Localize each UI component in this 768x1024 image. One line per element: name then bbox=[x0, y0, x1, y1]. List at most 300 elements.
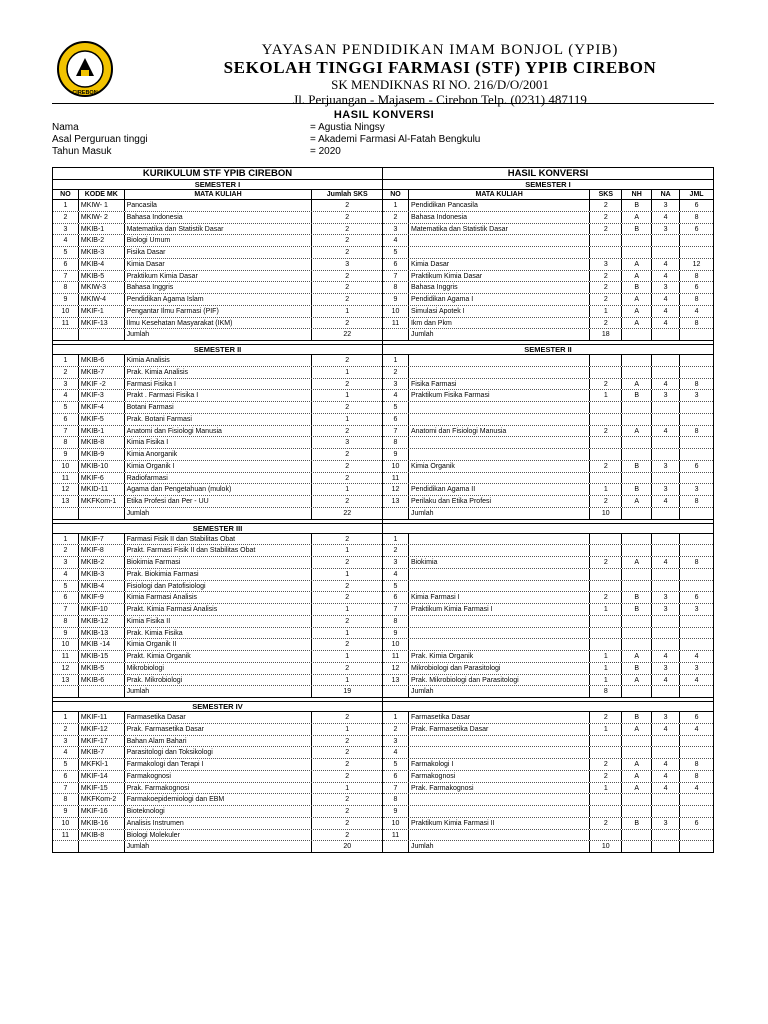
cell-credits: 1 bbox=[345, 486, 350, 494]
total-label: Jumlah bbox=[409, 508, 590, 519]
cell-credits: 3 bbox=[590, 259, 622, 270]
cell-no: 6 bbox=[383, 592, 409, 603]
total-label: Jumlah bbox=[409, 329, 590, 340]
cell-credits: 1 bbox=[590, 306, 622, 317]
cell-grade-letter: B bbox=[622, 200, 652, 211]
total-label: Jumlah bbox=[125, 508, 313, 519]
cell-course: Biokimia bbox=[409, 557, 590, 568]
cell-course: Prakt. Farmasi Fisik II dan Stabilitas Obat bbox=[125, 545, 313, 556]
cell-code: MKIF-7 bbox=[79, 534, 125, 545]
cell-grade-letter: A bbox=[622, 651, 652, 662]
cell-grade-point: 4 bbox=[652, 496, 680, 507]
cell-total: 6 bbox=[694, 202, 699, 209]
table-row bbox=[53, 390, 382, 402]
cell-grade-point bbox=[652, 736, 680, 747]
cell-course bbox=[409, 473, 590, 484]
cell-credits: 2 bbox=[590, 426, 622, 437]
cell-credits: 2 bbox=[345, 737, 350, 745]
cell-total bbox=[680, 508, 713, 519]
cell-grade-point: 4 bbox=[652, 759, 680, 770]
cell-grade-point: 4 bbox=[652, 259, 680, 270]
cell-credits: 2 bbox=[345, 498, 350, 505]
cell-credits bbox=[590, 247, 622, 258]
cell-no: 13 bbox=[53, 496, 79, 507]
table-row bbox=[383, 581, 713, 593]
cell-credits bbox=[590, 545, 622, 556]
cell-no: 5 bbox=[383, 402, 409, 413]
cell-grade-point bbox=[652, 367, 680, 378]
logo-text: CIREBON bbox=[72, 90, 98, 96]
cell-credits bbox=[590, 355, 622, 366]
cell-total: 8 bbox=[694, 380, 699, 388]
cell-credits: 2 bbox=[345, 641, 350, 649]
cell-course: Farmasi Fisik II dan Stabilitas Obat bbox=[125, 534, 313, 545]
table-row bbox=[53, 616, 382, 628]
cell-grade-point bbox=[652, 247, 680, 258]
cell-course: Matematika dan Statistik Dasar bbox=[125, 224, 313, 235]
cell-grade-letter: B bbox=[622, 224, 652, 235]
cell-code: MKIB-6 bbox=[79, 675, 125, 686]
cell-no: 5 bbox=[53, 581, 79, 592]
total-row bbox=[53, 841, 382, 853]
cell-no: 2 bbox=[383, 212, 409, 223]
cell-credits: 3 bbox=[345, 439, 350, 447]
cell-no: 5 bbox=[383, 759, 409, 770]
cell-code: MKIB-12 bbox=[79, 616, 125, 627]
cell-no: 3 bbox=[53, 379, 79, 390]
cell-total: 8 bbox=[694, 427, 699, 435]
cell-credits: 2 bbox=[345, 594, 350, 602]
cell-grade-point bbox=[652, 830, 680, 841]
cell-grade-point: 4 bbox=[652, 318, 680, 329]
cell-course bbox=[409, 616, 590, 627]
cell-no: 9 bbox=[383, 294, 409, 305]
cell-grade-point: 3 bbox=[652, 484, 680, 495]
cell-total: 6 bbox=[694, 225, 699, 233]
cell-no: 12 bbox=[53, 484, 79, 495]
cell-credits bbox=[590, 534, 622, 545]
cell-course: Prak. Mikrobiologi dan Parasitologi bbox=[409, 675, 590, 686]
cell-course bbox=[409, 639, 590, 650]
cell-credits bbox=[590, 414, 622, 425]
cell-grade-letter bbox=[622, 794, 652, 805]
cell-no: 6 bbox=[53, 592, 79, 603]
total-credits: 22 bbox=[343, 509, 352, 517]
cell-credits: 2 bbox=[590, 282, 622, 293]
cell-credits: 2 bbox=[345, 202, 350, 209]
table-row bbox=[383, 592, 713, 604]
cell-grade-letter: A bbox=[622, 259, 652, 270]
cell-credits: 2 bbox=[590, 318, 622, 329]
cell-code: MKIW- 2 bbox=[79, 212, 125, 223]
cell-code: MKIF-5 bbox=[79, 414, 125, 425]
total-credits: 8 bbox=[590, 686, 622, 697]
cell-grade-point: 4 bbox=[652, 294, 680, 305]
cell-no: 1 bbox=[383, 712, 409, 723]
cell-course: Kimia Analisis bbox=[125, 355, 313, 366]
cell-grade-letter bbox=[622, 736, 652, 747]
cell-total bbox=[680, 581, 713, 592]
cell-credits: 2 bbox=[345, 237, 350, 245]
cell-credits: 1 bbox=[345, 307, 350, 315]
cell-grade-point bbox=[652, 449, 680, 460]
cell-code: MKIB-5 bbox=[79, 663, 125, 674]
cell-grade-letter: B bbox=[622, 818, 652, 829]
cell-grade-letter: A bbox=[622, 675, 652, 686]
cell-credits bbox=[590, 736, 622, 747]
info-value: = Agustia Ningsy bbox=[310, 122, 385, 133]
cell-grade-point: 3 bbox=[652, 818, 680, 829]
cell-code: MKIF-15 bbox=[79, 783, 125, 794]
cell-no: 10 bbox=[383, 461, 409, 472]
cell-grade-letter bbox=[622, 841, 652, 852]
cell-grade-letter: A bbox=[622, 724, 652, 735]
cell-grade-letter: B bbox=[622, 484, 652, 495]
cell-grade-letter bbox=[622, 534, 652, 545]
cell-total: 8 bbox=[694, 272, 699, 280]
cell-no: 9 bbox=[53, 294, 79, 305]
cell-total bbox=[680, 686, 713, 697]
cell-grade-letter: A bbox=[622, 212, 652, 223]
cell-no: 4 bbox=[53, 569, 79, 580]
cell-no: 2 bbox=[383, 724, 409, 735]
cell-grade-point bbox=[652, 473, 680, 484]
total-label: Jumlah bbox=[409, 841, 590, 852]
school-name: SEKOLAH TINGGI FARMASI (STF) YPIB CIREBON bbox=[223, 58, 657, 77]
table-row bbox=[383, 449, 713, 461]
cell-no: 4 bbox=[53, 747, 79, 758]
cell-course: Prakt. Kimia Organik bbox=[125, 651, 313, 662]
cell-no: 9 bbox=[53, 806, 79, 817]
cell-grade-letter bbox=[622, 569, 652, 580]
cell-credits: 3 bbox=[345, 260, 350, 268]
cell-grade-point: 3 bbox=[652, 712, 680, 723]
cell-no bbox=[53, 686, 79, 697]
cell-no: 6 bbox=[383, 771, 409, 782]
cell-course: Prak. Farmasetika Dasar bbox=[409, 724, 590, 735]
cell-grade-point bbox=[652, 355, 680, 366]
cell-grade-point: 4 bbox=[652, 306, 680, 317]
cell-total bbox=[680, 449, 713, 460]
table-row bbox=[53, 247, 382, 259]
cell-total bbox=[680, 367, 713, 378]
cell-course: Farmakologi I bbox=[409, 759, 590, 770]
cell-course: Bioteknologi bbox=[125, 806, 313, 817]
cell-grade-letter: A bbox=[622, 306, 652, 317]
table-row bbox=[53, 235, 382, 247]
table-row bbox=[383, 747, 713, 759]
cell-course bbox=[409, 545, 590, 556]
cell-total bbox=[680, 830, 713, 841]
cell-no: 5 bbox=[53, 402, 79, 413]
cell-grade-letter: A bbox=[622, 318, 652, 329]
semester-heading: SEMESTER I bbox=[53, 180, 382, 190]
cell-no: 1 bbox=[383, 200, 409, 211]
table-row bbox=[383, 367, 713, 379]
column-header: SKS bbox=[590, 190, 622, 199]
cell-grade-letter bbox=[622, 806, 652, 817]
info-value: = 2020 bbox=[310, 146, 341, 157]
table-row bbox=[53, 592, 382, 604]
cell-course: Bahasa Inggris bbox=[409, 282, 590, 293]
cell-total bbox=[680, 437, 713, 448]
cell-course bbox=[409, 794, 590, 805]
semester-heading: SEMESTER III bbox=[53, 524, 382, 534]
cell-grade-point bbox=[652, 414, 680, 425]
cell-code: MKIB-2 bbox=[79, 235, 125, 246]
cell-course: Praktikum Kimia Farmasi I bbox=[409, 604, 590, 615]
total-label: Jumlah bbox=[409, 686, 590, 697]
cell-code: MKIF-6 bbox=[79, 473, 125, 484]
cell-course bbox=[409, 747, 590, 758]
cell-grade-point: 3 bbox=[652, 663, 680, 674]
table-row bbox=[53, 806, 382, 818]
cell-code: MKIF-16 bbox=[79, 806, 125, 817]
cell-total bbox=[680, 806, 713, 817]
cell-credits: 2 bbox=[345, 380, 350, 388]
cell-no: 5 bbox=[383, 247, 409, 258]
cell-credits: 2 bbox=[345, 535, 350, 543]
cell-course bbox=[409, 830, 590, 841]
cell-grade-letter bbox=[622, 402, 652, 413]
cell-course: Kimia Farmasi Analisis bbox=[125, 592, 313, 603]
cell-grade-point bbox=[652, 508, 680, 519]
cell-grade-point: 4 bbox=[652, 783, 680, 794]
cell-grade-letter bbox=[622, 235, 652, 246]
semester-heading: SEMESTER I bbox=[383, 180, 713, 190]
cell-grade-point bbox=[652, 806, 680, 817]
table-row bbox=[53, 318, 382, 330]
cell-course bbox=[409, 235, 590, 246]
table-row bbox=[383, 355, 713, 367]
table-row bbox=[53, 569, 382, 581]
cell-course: Kimia Organik I bbox=[125, 461, 313, 472]
cell-code: MKIB-10 bbox=[79, 461, 125, 472]
cell-no: 2 bbox=[53, 545, 79, 556]
cell-credits: 2 bbox=[345, 808, 350, 815]
cell-code: MKIB-6 bbox=[79, 355, 125, 366]
cell-no: 4 bbox=[383, 569, 409, 580]
table-row bbox=[383, 247, 713, 259]
cell-credits: 1 bbox=[590, 651, 622, 662]
cell-no: 7 bbox=[53, 604, 79, 615]
table-row bbox=[383, 534, 713, 546]
cell-grade-letter bbox=[622, 508, 652, 519]
cell-course: Bahan Alam Bahari bbox=[125, 736, 313, 747]
cell-course: Kimia Organik bbox=[409, 461, 590, 472]
table-row bbox=[53, 449, 382, 461]
cell-grade-point bbox=[652, 402, 680, 413]
cell-total bbox=[680, 736, 713, 747]
cell-grade-point: 3 bbox=[652, 461, 680, 472]
cell-course: Biokimia Farmasi bbox=[125, 557, 313, 568]
cell-code: MKIF-17 bbox=[79, 736, 125, 747]
cell-course: Pendidikan Agama Islam bbox=[125, 294, 313, 305]
total-row bbox=[53, 508, 382, 520]
cell-total bbox=[680, 747, 713, 758]
table-row bbox=[53, 259, 382, 271]
cell-no: 8 bbox=[53, 437, 79, 448]
column-header: NH bbox=[622, 190, 652, 199]
table-row bbox=[383, 771, 713, 783]
table-row bbox=[53, 628, 382, 640]
cell-grade-letter bbox=[622, 616, 652, 627]
table-row bbox=[383, 318, 713, 330]
cell-course: Fisiologi dan Patofisiologi bbox=[125, 581, 313, 592]
cell-grade-point: 3 bbox=[652, 282, 680, 293]
header-rule bbox=[52, 103, 714, 104]
letterhead bbox=[0, 0, 768, 107]
cell-code bbox=[79, 329, 125, 340]
total-row bbox=[383, 329, 713, 341]
cell-credits: 2 bbox=[345, 796, 350, 804]
cell-course: Prak. Mikrobiologi bbox=[125, 675, 313, 686]
cell-total bbox=[680, 402, 713, 413]
cell-course: Farmakologi dan Terapi I bbox=[125, 759, 313, 770]
cell-credits: 2 bbox=[590, 771, 622, 782]
cell-grade-letter: A bbox=[622, 496, 652, 507]
cell-grade-point bbox=[652, 545, 680, 556]
cell-no: 13 bbox=[383, 496, 409, 507]
cell-total: 8 bbox=[694, 761, 699, 768]
column-header: MATA KULIAH bbox=[409, 190, 590, 199]
info-label: Nama bbox=[52, 122, 79, 133]
cell-no: 8 bbox=[53, 282, 79, 293]
cell-no: 7 bbox=[383, 271, 409, 282]
cell-credits: 2 bbox=[590, 294, 622, 305]
total-credits: 19 bbox=[343, 688, 352, 696]
table-row bbox=[383, 759, 713, 771]
cell-course: Fisika Dasar bbox=[125, 247, 313, 258]
cell-code: MKIF -2 bbox=[79, 379, 125, 390]
cell-code: MKID-11 bbox=[79, 484, 125, 495]
cell-total: 8 bbox=[694, 296, 699, 303]
cell-no: 11 bbox=[53, 651, 79, 662]
cell-credits: 2 bbox=[345, 404, 350, 411]
cell-no: 8 bbox=[383, 282, 409, 293]
cell-credits: 2 bbox=[590, 212, 622, 223]
cell-course: Anatomi dan Fisiologi Manusia bbox=[409, 426, 590, 437]
table-row bbox=[53, 355, 382, 367]
cell-course bbox=[409, 247, 590, 258]
cell-no: 10 bbox=[53, 818, 79, 829]
cell-course: Mikrobiologi dan Parasitologi bbox=[409, 663, 590, 674]
cell-total: 4 bbox=[694, 307, 699, 315]
cell-credits: 1 bbox=[345, 676, 350, 684]
cell-code: MKIF-12 bbox=[79, 724, 125, 735]
cell-grade-point bbox=[652, 686, 680, 697]
cell-credits: 2 bbox=[345, 559, 350, 566]
cell-credits bbox=[590, 794, 622, 805]
student-info bbox=[52, 122, 712, 158]
cell-code bbox=[79, 686, 125, 697]
table-row bbox=[53, 759, 382, 771]
cell-course: Prak. Farmasetika Dasar bbox=[125, 724, 313, 735]
cell-course: Kimia Fisika II bbox=[125, 616, 313, 627]
cell-course bbox=[409, 806, 590, 817]
table-row bbox=[383, 651, 713, 663]
cell-course: Farmasetika Dasar bbox=[125, 712, 313, 723]
cell-code: MKIB-3 bbox=[79, 247, 125, 258]
cell-total bbox=[680, 473, 713, 484]
cell-code: MKIB-2 bbox=[79, 557, 125, 568]
cell-code: MKIF-8 bbox=[79, 545, 125, 556]
cell-grade-letter bbox=[622, 414, 652, 425]
cell-grade-letter bbox=[622, 329, 652, 340]
cell-credits: 2 bbox=[345, 249, 350, 256]
cell-no: 2 bbox=[53, 724, 79, 735]
cell-credits: 2 bbox=[345, 357, 350, 364]
cell-credits: 1 bbox=[345, 606, 350, 613]
cell-course: Kimia Dasar bbox=[409, 259, 590, 270]
table-row bbox=[53, 747, 382, 759]
table-row bbox=[383, 496, 713, 508]
cell-total bbox=[680, 841, 713, 852]
cell-grade-letter: A bbox=[622, 771, 652, 782]
cell-course: Kimia Fisika I bbox=[125, 437, 313, 448]
cell-course: Kimia Anorganik bbox=[125, 449, 313, 460]
cell-course: Prak. Kimia Analisis bbox=[125, 367, 313, 378]
cell-total bbox=[680, 355, 713, 366]
table-row bbox=[383, 271, 713, 283]
cell-grade-letter bbox=[622, 247, 652, 258]
cell-course: Kimia Organik II bbox=[125, 639, 313, 650]
total-credits: 20 bbox=[343, 843, 352, 851]
cell-total: 3 bbox=[694, 486, 699, 494]
table-row bbox=[383, 830, 713, 842]
cell-grade-letter bbox=[622, 473, 652, 484]
cell-course: Farmakognosi bbox=[409, 771, 590, 782]
cell-code: MKIB-3 bbox=[79, 569, 125, 580]
cell-grade-point: 4 bbox=[652, 724, 680, 735]
cell-grade-letter bbox=[622, 355, 652, 366]
cell-course: Etika Profesi dan Per - UU bbox=[125, 496, 313, 507]
table-row bbox=[53, 736, 382, 748]
cell-no: 12 bbox=[383, 484, 409, 495]
cell-no: 1 bbox=[53, 712, 79, 723]
table-row bbox=[383, 545, 713, 557]
table-row bbox=[383, 484, 713, 496]
table-row bbox=[383, 306, 713, 318]
cell-no: 8 bbox=[53, 616, 79, 627]
cell-code: MKIF-13 bbox=[79, 318, 125, 329]
cell-total bbox=[680, 545, 713, 556]
cell-code: MKIB-4 bbox=[79, 581, 125, 592]
cell-no: 3 bbox=[53, 224, 79, 235]
cell-course bbox=[409, 414, 590, 425]
cell-credits: 1 bbox=[345, 629, 350, 637]
table-row bbox=[383, 414, 713, 426]
cell-grade-letter: B bbox=[622, 712, 652, 723]
cell-credits: 2 bbox=[345, 225, 350, 233]
cell-credits: 2 bbox=[345, 284, 350, 292]
table-row bbox=[383, 461, 713, 473]
cell-grade-point bbox=[652, 794, 680, 805]
cell-grade-point: 4 bbox=[652, 557, 680, 568]
cell-total: 8 bbox=[694, 559, 699, 566]
semester-heading: SEMESTER IV bbox=[53, 702, 382, 712]
cell-credits: 1 bbox=[590, 604, 622, 615]
cell-grade-letter bbox=[622, 747, 652, 758]
table-row bbox=[53, 414, 382, 426]
cell-course: Farmasetika Dasar bbox=[409, 712, 590, 723]
column-header: Jumlah SKS bbox=[326, 191, 368, 198]
cell-credits: 1 bbox=[590, 783, 622, 794]
cell-credits: 2 bbox=[345, 462, 350, 470]
cell-grade-point bbox=[652, 616, 680, 627]
cell-grade-letter bbox=[622, 686, 652, 697]
cell-credits bbox=[590, 437, 622, 448]
